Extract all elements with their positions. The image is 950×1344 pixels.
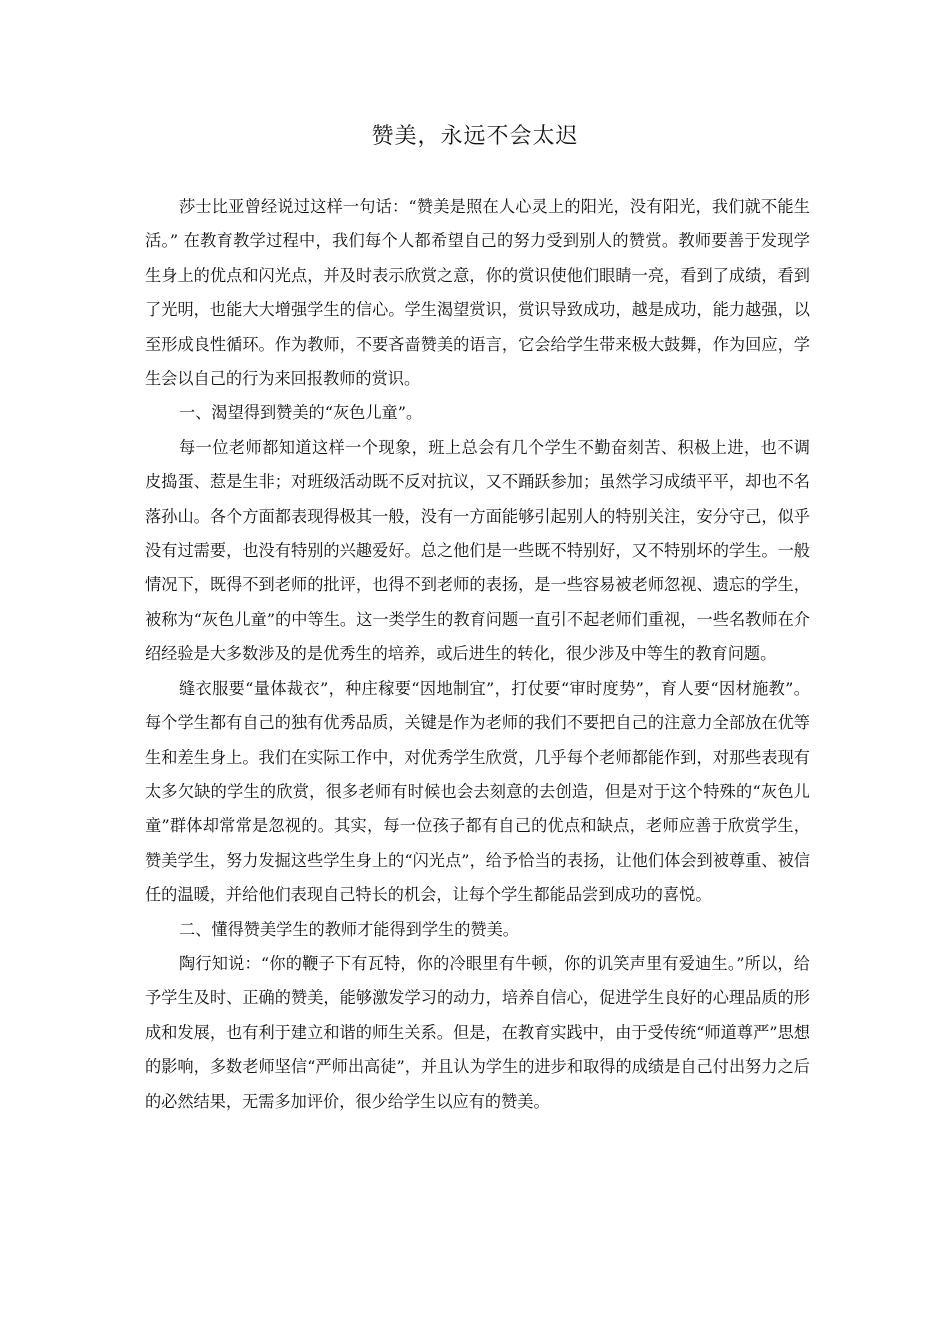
section-heading-2: 二、懂得赞美学生的教师才能得到学生的赞美。: [179, 919, 519, 939]
paragraph-teach-by-aptitude: 缝衣服要“量体裁衣”，种庄稼要“因地制宜”，打仗要“审时度势”，育人要“因材施教”。每个学生都有自己的独有优秀品质，关键是作为老师的我们不要把自己的注意力全部放在优等生和差生身上。我们在实际工作中，对优秀学生欣赏，几乎每个老师都能作到，对那些表现有太多欠缺的学生的欣赏，很多老师有时候也会去刻意的去创造，但是对于这个特殊的“灰色儿童”群体却常常是忽视的。其实，每一位孩子都有自己的优点和缺点，老师应善于欣赏学生，赞美学生，努力发掘这些学生身上的“闪光点”，给予恰当的表扬，让他们体会到被尊重、被信任的温暖，并给他们表现自己特长的机会，让每个学生都能品尝到成功的喜悦。: [145, 678, 810, 905]
paragraph-tao-xingzhi: 陶行知说：“你的鞭子下有瓦特，你的冷眼里有牛顿，你的讥笑声里有爱迪生。”所以，给予学生及时、正确的赞美，能够激发学习的动力，培养自信心，促进学生良好的心理品质的形成和发展，也有利于建立和谐的师生关系。但是，在教育实践中，由于受传统“师道尊严”思想的影响，多数老师坚信“严师出高徒”，并且认为学生的进步和取得的成绩是自己付出努力之后的必然结果，无需多加评价，很少给学生以应有的赞美。: [145, 953, 810, 1111]
document-title: 赞美，永远不会太迟: [371, 124, 579, 149]
document-body: [145, 190, 810, 1119]
paragraph-intro: 莎士比亚曾经说过这样一句话：“赞美是照在人心灵上的阳光，没有阳光，我们就不能生活。” 在教育教学过程中，我们每个人都希望自己的努力受到别人的赞赏。教师要善于发现学生身上的优点和闪光点，并及时表示欣赏之意，你的赏识使他们眼睛一亮，看到了成绩，看到了光明，也能大大增强学生的信心。学生渴望赏识，赏识导致成功，越是成功，能力越强，以至形成良性循环。作为教师，不要吝啬赞美的语言，它会给学生带来极大鼓舞，作为回应，学生会以自己的行为来回报教师的赏识。: [145, 197, 810, 389]
section-heading-1: 一、渴望得到赞美的“灰色儿童”。: [179, 403, 423, 423]
paragraph-grey-children: 每一位老师都知道这样一个现象，班上总会有几个学生不勤奋刻苦、积极上进，也不调皮捣蛋、惹是生非；对班级活动既不反对抗议，又不踊跃参加；虽然学习成绩平平，却也不名落孙山。各个方面都表现得极其一般，没有一方面能够引起别人的特别关注，安分守己，似乎没有过需要，也没有特别的兴趣爱好。总之他们是一些既不特别好，又不特别坏的学生。一般情况下，既得不到老师的批评，也得不到老师的表扬，是一些容易被老师忽视、遗忘的学生，被称为“灰色儿童”的中等生。这一类学生的教育问题一直引不起老师们重视，一些名教师在介绍经验是大多数涉及的是优秀生的培养，或后进生的转化，很少涉及中等生的教育问题。: [145, 437, 810, 664]
